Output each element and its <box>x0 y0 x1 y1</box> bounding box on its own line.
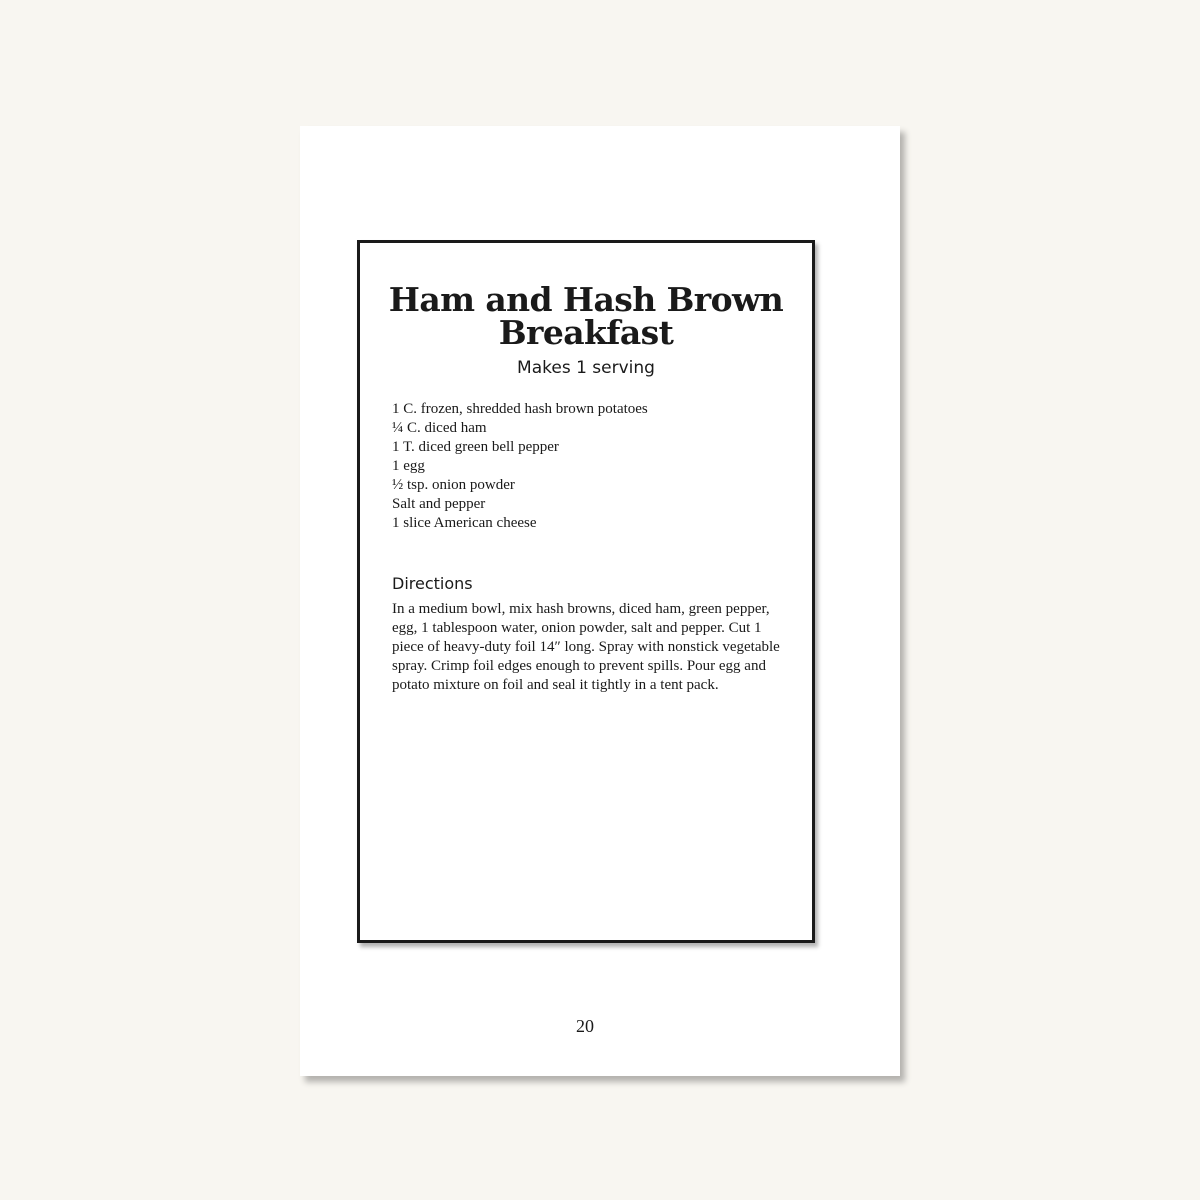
ingredient-item: ½ tsp. onion powder <box>392 477 515 493</box>
recipe-card <box>357 240 815 943</box>
recipe-title-line-2: Breakfast <box>498 313 674 352</box>
page-number: 20 <box>576 1016 594 1036</box>
ingredient-item: 1 T. diced green bell pepper <box>392 439 559 455</box>
recipe-title <box>360 280 812 352</box>
recipe-title-line-1: Ham and Hash Brown <box>388 280 784 319</box>
book-page <box>300 126 900 1076</box>
ingredients-list <box>392 400 792 533</box>
ingredient-item: 1 slice American cheese <box>392 515 537 531</box>
ingredient-item: 1 C. frozen, shredded hash brown potatoes <box>392 401 648 417</box>
directions-heading: Directions <box>392 574 473 593</box>
ingredient-item: Salt and pepper <box>392 496 486 512</box>
directions-text: In a medium bowl, mix hash browns, diced ham, green pepper, egg, 1 tablespoon water, onion powder, salt and pepper. Cut 1 piece of heavy-duty foil 14″ long. Spray with nonstick vegetable spray. Crimp foil edges enough to prevent spills. Pour egg and potato mixture on foil and seal it tightly in a tent pack. <box>392 601 780 693</box>
servings-note: Makes 1 serving <box>517 358 655 378</box>
ingredient-item: ¼ C. diced ham <box>392 420 487 436</box>
ingredient-item: 1 egg <box>392 458 425 474</box>
